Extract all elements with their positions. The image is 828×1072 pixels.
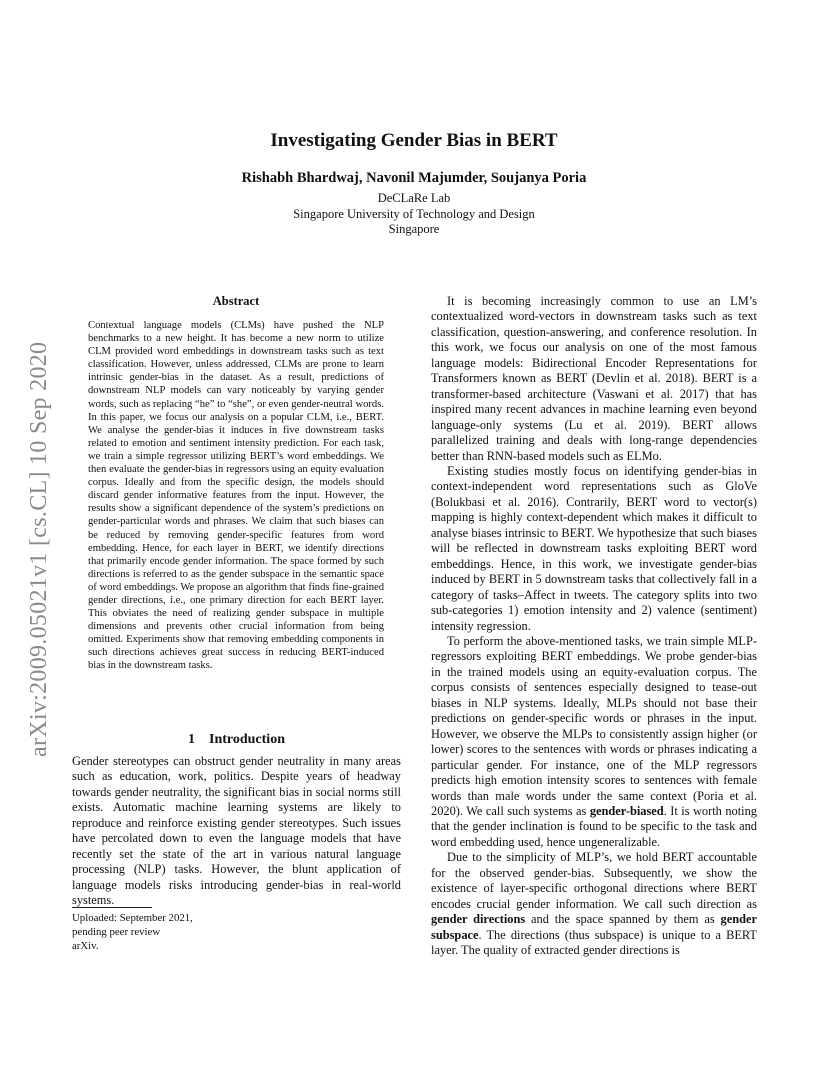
section-heading-introduction bbox=[72, 732, 401, 748]
affiliation-university: Singapore University of Technology and Design bbox=[293, 206, 535, 221]
term-gender-directions: gender directions bbox=[431, 912, 526, 927]
section-number: 1 bbox=[188, 732, 195, 747]
introduction-paragraph: Gender stereotypes can obstruct gender neutrality in many areas such as education, work, politics. Despite years of headway towards gender neutrality, the significant bias in social norms still exists. Automatic machine learning systems are likely to reproduce and reinforce existing gender stereotypes. Such issues have percolated down to even the language models that have recently set the state of the art in various natural language processing (NLP) tasks. However, the blunt application of language models risks introducing gender-bias in real-world systems. bbox=[72, 754, 401, 908]
paragraph-4-text-end: . The directions (thus subspace) is unique to a BERT layer. The quality of extracted gender directions is bbox=[431, 927, 757, 958]
paragraph-4 bbox=[431, 850, 757, 958]
paper-title: Investigating Gender Bias in BERT bbox=[270, 130, 558, 151]
introduction-body bbox=[72, 754, 401, 909]
paragraph-2: Existing studies mostly focus on identifying gender-bias in context-independent word representations such as GloVe (Bolukbasi et al. 2016). Contrarily, BERT word to vector(s) mapping is highly context-dependent which makes it difficult to analyse biases intrinsic to BERT. We hypothesize that such biases will be reflected in downstream tasks exploiting BERT word embeddings. Hence, in this work, we investigate gender-bias induced by BERT in 5 downstream tasks that collectively fall in a category of tasks–Affect in tweets. The category splits into two sub-categories 1) emotion intensity and 2) valence (sentiment) intensity regression. bbox=[431, 463, 757, 633]
abstract-heading: Abstract bbox=[212, 294, 260, 308]
footnote-line-3: arXiv. bbox=[72, 940, 99, 952]
abstract-text: Contextual language models (CLMs) have pushed the NLP benchmarks to a new height. It has become a new norm to utilize CLM provided word embeddings in downstream tasks such as text classification. However, unless addressed, CLMs are prone to learn intrinsic gender-bias in the dataset. As a result, predictions of downstream NLP models can vary noticeably by varying gender words, such as replacing “he” to “she”, or even gender-neutral words. In this paper, we focus our analysis on a popular CLM, i.e., BERT. We analyse the gender-bias it induces in five downstream tasks related to emotion and sentiment intensity prediction. For each task, we train a simple regressor utilizing BERT’s word embeddings. We then evaluate the gender-bias in regressors using an equity evaluation corpus. Ideally and from the specific design, the models should discard gender informative features from the input. However, the results show a significant dependence of the system’s predictions on gender-particular words and phrases. We claim that such biases can be reduced by removing gender-specific features from word embedding. Hence, for each layer in BERT, we identify directions that primarily encode gender information. The space formed by such directions is referred to as the gender subspace in the semantic space of word embeddings. We propose an algorithm that finds fine-grained gender directions, i.e., one primary direction for each BERT layer. This obviates the need of realizing gender subspace in multiple dimensions and prevents other crucial information from being omitted. Experiments show that removing embedding components in such directions achieves great success in reducing BERT-induced bias in the downstream tasks. bbox=[88, 320, 384, 672]
paragraph-4-text-mid: and the space spanned by them as bbox=[525, 912, 721, 927]
affiliation-block bbox=[0, 191, 828, 238]
paragraph-3 bbox=[431, 634, 757, 850]
affiliation-lab: DeCLaRe Lab bbox=[377, 191, 451, 205]
term-gender-biased: gender-biased bbox=[589, 803, 664, 818]
footnote bbox=[72, 911, 401, 953]
footnote-divider bbox=[72, 907, 152, 908]
right-column-body bbox=[431, 294, 757, 958]
footnote-line-2: pending peer review bbox=[72, 926, 161, 938]
paper-authors: Rishabh Bhardwaj, Navonil Majumder, Soujanya Poria bbox=[241, 170, 587, 186]
section-title: Introduction bbox=[209, 732, 285, 747]
paragraph-3-text: To perform the above-mentioned tasks, we train simple MLP-regressors exploiting BERT embeddings. We probe gender-bias in the trained models using an equity-evaluation corpus. The corpus consists of sentences especially designed to tease-out biases in NLP systems. Ideally, MLPs should not base their predictions on gender-specific words or phrases in the input. However, we observe the MLPs to consistently assign higher (or lower) scores to the sentences with words or phrases indicating a particular gender. For instance, one of the MLP regressors predicts high emotion intensity scores to sentences with female words than male words under the same context (Poria et al. 2020). We call such systems as bbox=[431, 633, 757, 818]
arxiv-identifier-stamp: arXiv:2009.05021v1 [cs.CL] 10 Sep 2020 bbox=[26, 341, 52, 757]
term-gender-subspace: gender subspace bbox=[431, 912, 758, 942]
footnote-line-1: Uploaded: September 2021, bbox=[72, 912, 193, 924]
paragraph-1: It is becoming increasingly common to use an LM’s contextualized word-vectors in downstream tasks such as text classification, question-answering, and conference resolution. In this work, we focus our analysis on one of the most famous language models: Bidirectional Encoder Representations for Transformers known as BERT (Devlin et al. 2018). BERT is a transformer-based architecture (Vaswani et al. 2017) that has inspired many recent advances in machine learning even beyond language-only systems (Lu et al. 2019). BERT allows parallelized training and deals with long-range dependencies better than RNN-based models such as ELMo. bbox=[431, 294, 757, 463]
paragraph-4-text: Due to the simplicity of MLP’s, we hold BERT accountable for the observed gender-bias. Subsequently, we show the existence of layer-specific orthogonal directions where BERT encodes crucial gender information. We call such direction as bbox=[431, 850, 757, 911]
affiliation-country: Singapore bbox=[388, 222, 440, 236]
paragraph-3-text-end: . It is worth noting that the gender inclination is found to be specific to the task and word embedding used, hence ungeneralizable. bbox=[431, 803, 757, 849]
